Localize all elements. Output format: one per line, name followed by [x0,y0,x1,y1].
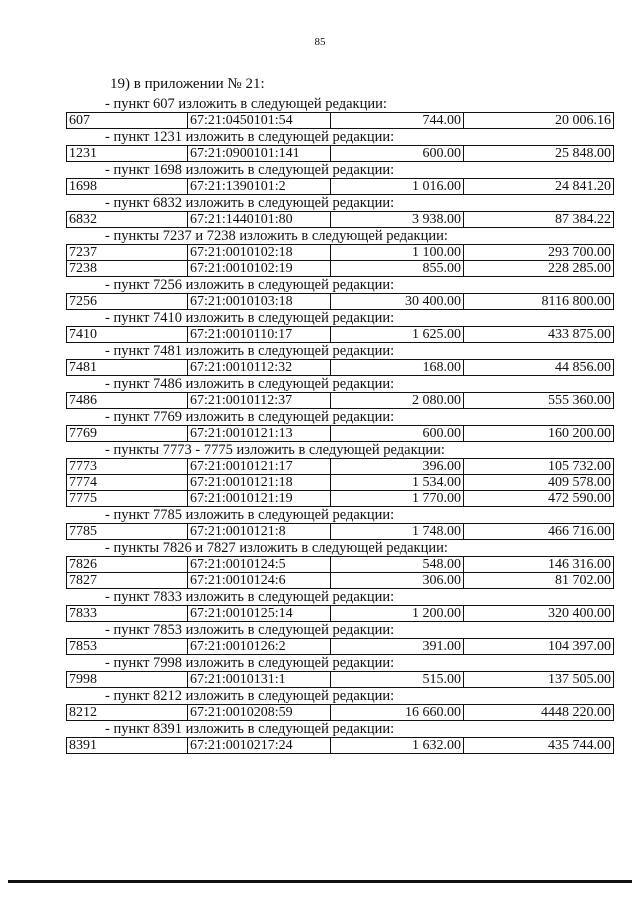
item-number-cell: 7775 [67,491,188,507]
page-number: 85 [314,36,326,48]
amendment-table [66,326,614,343]
table-row [67,606,614,622]
amendment-block [66,409,614,442]
amendment-heading: - пункт 607 изложить в следующей редакции: [105,96,387,112]
value-cell: 24 841.20 [464,179,614,195]
cadastral-number-cell: 67:21:0010121:13 [188,426,331,442]
amendment-block [66,622,614,655]
table-row [67,113,614,129]
item-number-cell: 7853 [67,639,188,655]
value-cell: 555 360.00 [464,393,614,409]
amendment-table [66,671,614,688]
item-number-cell: 7486 [67,393,188,409]
table-row [67,459,614,475]
table-row [67,393,614,409]
area-cell: 1 016.00 [331,179,464,195]
amendment-block [66,589,614,622]
value-cell: 409 578.00 [464,475,614,491]
amendment-heading: - пункты 7826 и 7827 изложить в следующей редакции: [105,540,448,556]
area-cell: 306.00 [331,573,464,589]
value-cell: 228 285.00 [464,261,614,277]
amendment-heading: - пункт 7769 изложить в следующей редакции: [105,409,395,425]
item-number-cell: 7826 [67,557,188,573]
amendment-block [66,507,614,540]
amendment-list [66,96,614,754]
area-cell: 855.00 [331,261,464,277]
table-row [67,212,614,228]
table-row [67,426,614,442]
item-number-cell: 1231 [67,146,188,162]
amendment-block [66,228,614,277]
cadastral-number-cell: 67:21:0450101:54 [188,113,331,129]
area-cell: 1 625.00 [331,327,464,343]
value-cell: 435 744.00 [464,738,614,754]
area-cell: 1 200.00 [331,606,464,622]
area-cell: 396.00 [331,459,464,475]
cadastral-number-cell: 67:21:0010124:6 [188,573,331,589]
cadastral-number-cell: 67:21:0010121:18 [188,475,331,491]
bottom-divider [8,880,632,883]
cadastral-number-cell: 67:21:0010121:17 [188,459,331,475]
cadastral-number-cell: 67:21:0900101:141 [188,146,331,162]
area-cell: 1 100.00 [331,245,464,261]
value-cell: 293 700.00 [464,245,614,261]
item-number-cell: 7785 [67,524,188,540]
area-cell: 2 080.00 [331,393,464,409]
amendment-table [66,359,614,376]
item-number-cell: 7773 [67,459,188,475]
amendment-block [66,540,614,589]
item-number-cell: 7481 [67,360,188,376]
item-number-cell: 6832 [67,212,188,228]
amendment-heading: - пункт 8212 изложить в следующей редакции: [105,688,395,704]
amendment-heading: - пункт 7486 изложить в следующей редакции: [105,376,395,392]
value-cell: 320 400.00 [464,606,614,622]
amendment-block [66,195,614,228]
amendment-block [66,162,614,195]
amendment-heading: - пункт 7998 изложить в следующей редакции: [105,655,395,671]
area-cell: 391.00 [331,639,464,655]
area-cell: 1 632.00 [331,738,464,754]
amendment-table [66,112,614,129]
amendment-table [66,293,614,310]
value-cell: 160 200.00 [464,426,614,442]
table-row [67,639,614,655]
amendment-heading: - пункт 7785 изложить в следующей редакции: [105,507,395,523]
item-number-cell: 7774 [67,475,188,491]
amendment-heading: - пункт 8391 изложить в следующей редакции: [105,721,395,737]
amendment-block [66,129,614,162]
cadastral-number-cell: 67:21:0010112:32 [188,360,331,376]
amendment-block [66,721,614,754]
item-number-cell: 1698 [67,179,188,195]
table-row [67,360,614,376]
cadastral-number-cell: 67:21:0010126:2 [188,639,331,655]
cadastral-number-cell: 67:21:0010217:24 [188,738,331,754]
table-row [67,475,614,491]
amendment-table [66,638,614,655]
cadastral-number-cell: 67:21:0010121:8 [188,524,331,540]
cadastral-number-cell: 67:21:0010103:18 [188,294,331,310]
value-cell: 104 397.00 [464,639,614,655]
value-cell: 87 384.22 [464,212,614,228]
amendment-table [66,244,614,277]
value-cell: 44 856.00 [464,360,614,376]
amendment-block [66,442,614,507]
area-cell: 744.00 [331,113,464,129]
amendment-table [66,605,614,622]
section-title: 19) в приложении № 21: [110,76,265,92]
area-cell: 16 660.00 [331,705,464,721]
area-cell: 1 770.00 [331,491,464,507]
amendment-block [66,310,614,343]
amendment-table [66,556,614,589]
table-row [67,705,614,721]
item-number-cell: 7237 [67,245,188,261]
value-cell: 20 006.16 [464,113,614,129]
item-number-cell: 8212 [67,705,188,721]
amendment-heading: - пункт 7410 изложить в следующей редакции: [105,310,395,326]
amendment-heading: - пункт 7833 изложить в следующей редакции: [105,589,395,605]
amendment-heading: - пункт 7853 изложить в следующей редакции: [105,622,395,638]
value-cell: 105 732.00 [464,459,614,475]
amendment-block [66,655,614,688]
amendment-block [66,96,614,129]
value-cell: 466 716.00 [464,524,614,540]
amendment-block [66,376,614,409]
area-cell: 548.00 [331,557,464,573]
amendment-table [66,211,614,228]
value-cell: 433 875.00 [464,327,614,343]
value-cell: 146 316.00 [464,557,614,573]
amendment-heading: - пункты 7237 и 7238 изложить в следующей редакции: [105,228,448,244]
cadastral-number-cell: 67:21:0010102:18 [188,245,331,261]
value-cell: 25 848.00 [464,146,614,162]
area-cell: 600.00 [331,426,464,442]
table-row [67,557,614,573]
table-row [67,179,614,195]
amendment-table [66,523,614,540]
cadastral-number-cell: 67:21:0010131:1 [188,672,331,688]
value-cell: 81 702.00 [464,573,614,589]
table-row [67,524,614,540]
table-row [67,738,614,754]
amendment-heading: - пункт 7481 изложить в следующей редакции: [105,343,395,359]
cadastral-number-cell: 67:21:0010112:37 [188,393,331,409]
area-cell: 168.00 [331,360,464,376]
table-row [67,245,614,261]
item-number-cell: 7256 [67,294,188,310]
item-number-cell: 7238 [67,261,188,277]
area-cell: 1 748.00 [331,524,464,540]
value-cell: 4448 220.00 [464,705,614,721]
table-row [67,672,614,688]
area-cell: 1 534.00 [331,475,464,491]
cadastral-number-cell: 67:21:0010102:19 [188,261,331,277]
item-number-cell: 8391 [67,738,188,754]
cadastral-number-cell: 67:21:0010208:59 [188,705,331,721]
cadastral-number-cell: 67:21:1440101:80 [188,212,331,228]
item-number-cell: 607 [67,113,188,129]
table-row [67,146,614,162]
item-number-cell: 7410 [67,327,188,343]
table-row [67,327,614,343]
value-cell: 472 590.00 [464,491,614,507]
amendment-table [66,178,614,195]
item-number-cell: 7833 [67,606,188,622]
item-number-cell: 7769 [67,426,188,442]
amendment-table [66,392,614,409]
amendment-heading: - пункты 7773 - 7775 изложить в следующей редакции: [105,442,445,458]
amendment-heading: - пункт 7256 изложить в следующей редакции: [105,277,395,293]
amendment-block [66,688,614,721]
table-row [67,261,614,277]
amendment-table [66,458,614,507]
amendment-block [66,343,614,376]
cadastral-number-cell: 67:21:0010121:19 [188,491,331,507]
value-cell: 137 505.00 [464,672,614,688]
area-cell: 3 938.00 [331,212,464,228]
amendment-table [66,737,614,754]
amendment-heading: - пункт 1698 изложить в следующей редакции: [105,162,395,178]
area-cell: 515.00 [331,672,464,688]
amendment-block [66,277,614,310]
amendment-table [66,704,614,721]
table-row [67,491,614,507]
table-row [67,573,614,589]
amendment-table [66,145,614,162]
cadastral-number-cell: 67:21:0010124:5 [188,557,331,573]
cadastral-number-cell: 67:21:1390101:2 [188,179,331,195]
cadastral-number-cell: 67:21:0010110:17 [188,327,331,343]
item-number-cell: 7998 [67,672,188,688]
area-cell: 600.00 [331,146,464,162]
amendment-heading: - пункт 6832 изложить в следующей редакции: [105,195,395,211]
table-row [67,294,614,310]
amendment-heading: - пункт 1231 изложить в следующей редакции: [105,129,395,145]
amendment-table [66,425,614,442]
cadastral-number-cell: 67:21:0010125:14 [188,606,331,622]
area-cell: 30 400.00 [331,294,464,310]
value-cell: 8116 800.00 [464,294,614,310]
item-number-cell: 7827 [67,573,188,589]
